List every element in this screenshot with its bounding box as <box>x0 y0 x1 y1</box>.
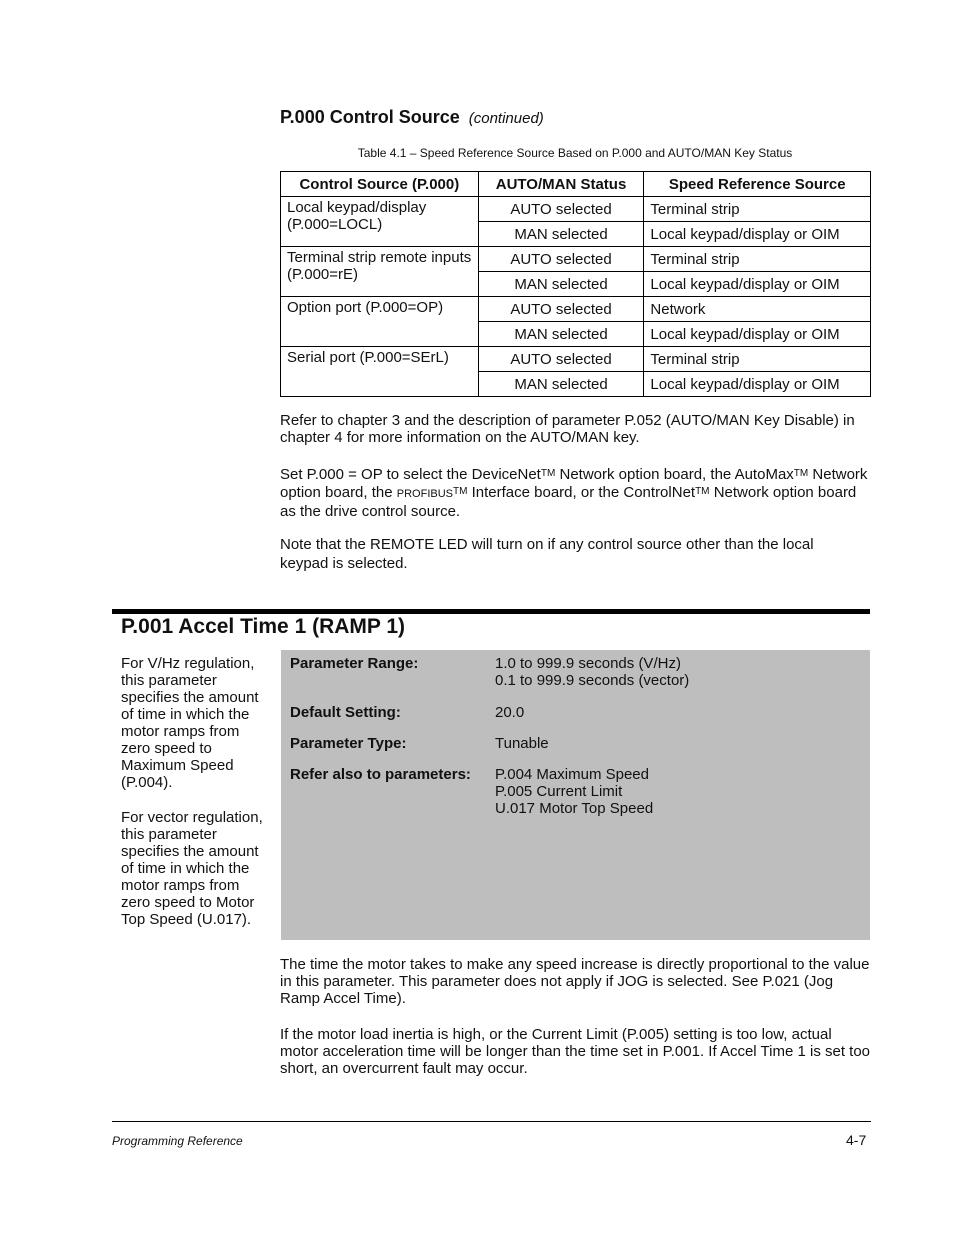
refer-value: U.017 Motor Top Speed <box>495 800 654 817</box>
table-caption: Table 4.1 – Speed Reference Source Based on P.000 and AUTO/MAN Key Status <box>357 146 793 160</box>
p001-sidebar <box>121 655 271 946</box>
status-cell: AUTO selected <box>478 297 644 322</box>
footer-rule <box>112 1121 871 1122</box>
reference-cell: Local keypad/display or OIM <box>644 322 871 347</box>
set-op-text: Interface board, or the ControlNet <box>467 484 696 501</box>
section-heading <box>280 107 544 128</box>
control-source-cell: Local keypad/display (P.000=LOCL) <box>281 197 479 247</box>
page-number: 4-7 <box>846 1132 867 1148</box>
range-value: 1.0 to 999.9 seconds (V/Hz) <box>495 655 681 672</box>
control-source-cell: Terminal strip remote inputs (P.000=rE) <box>281 247 479 297</box>
profibus-text: PROFIBUS <box>396 488 453 500</box>
parameter-type-value: Tunable <box>495 735 549 752</box>
set-op-text: Network option board as the drive control source. <box>280 484 857 520</box>
reference-cell: Local keypad/display or OIM <box>644 222 871 247</box>
table-header: Control Source (P.000) <box>281 172 479 197</box>
default-setting-value: 20.0 <box>495 704 525 721</box>
speed-reference-table <box>280 171 871 397</box>
set-op-text: Network option board, the AutoMax <box>555 466 794 483</box>
trademark-mark: TM <box>453 486 468 497</box>
default-setting-label: Default Setting: <box>290 704 401 721</box>
set-op-paragraph <box>280 465 872 520</box>
range-value: 0.1 to 999.9 seconds (vector) <box>495 672 690 689</box>
refer-also-label: Refer also to parameters: <box>290 766 471 783</box>
status-cell: AUTO selected <box>478 247 644 272</box>
status-cell: MAN selected <box>478 322 644 347</box>
trademark-mark: TM <box>695 486 710 497</box>
status-cell: MAN selected <box>478 272 644 297</box>
refer-value: P.004 Maximum Speed <box>495 766 649 783</box>
reference-cell: Local keypad/display or OIM <box>644 372 871 397</box>
refer-paragraph: Refer to chapter 3 and the description of parameter P.052 (AUTO/MAN Key Disable) in chapter 4 for more information on the AUTO/MAN key. <box>280 412 855 446</box>
status-cell: MAN selected <box>478 222 644 247</box>
table-row <box>281 297 871 322</box>
section-divider <box>112 609 870 614</box>
section-continued: (continued) <box>468 110 544 127</box>
table-header-row <box>281 172 871 197</box>
parameter-type-label: Parameter Type: <box>290 735 407 752</box>
set-op-text: Set P.000 = OP to select the DeviceNet <box>280 466 541 483</box>
footer-title: Programming Reference <box>112 1134 243 1148</box>
parameter-range-value <box>495 655 865 689</box>
table-header: Speed Reference Source <box>644 172 871 197</box>
reference-cell: Network <box>644 297 871 322</box>
parameter-range-label: Parameter Range: <box>290 655 419 672</box>
set-op-text: Network option board, the <box>280 466 868 501</box>
refer-value: P.005 Current Limit <box>495 783 623 800</box>
trademark-mark: TM <box>540 468 556 479</box>
status-cell: AUTO selected <box>478 347 644 372</box>
table-row <box>281 247 871 272</box>
reference-cell: Terminal strip <box>644 197 871 222</box>
body-paragraph: The time the motor takes to make any speed increase is directly proportional to the value in this parameter. This parameter does not apply if JOG is selected. See P.021 (Jog Ramp Accel Time). <box>280 956 870 1007</box>
status-cell: MAN selected <box>478 372 644 397</box>
note-paragraph: Note that the REMOTE LED will turn on if any control source other than the local keypad is selected. <box>280 536 814 572</box>
reference-cell: Local keypad/display or OIM <box>644 272 871 297</box>
control-source-cell: Serial port (P.000=SErL) <box>281 347 479 397</box>
section-title: P.000 Control Source <box>280 107 460 127</box>
p001-title: P.001 Accel Time 1 (RAMP 1) <box>121 615 406 638</box>
body-paragraph: If the motor load inertia is high, or the Current Limit (P.005) setting is too low, actual motor acceleration time will be longer than the time set in P.001. If Accel Time 1 is set too short, an overcurrent fault may occur. <box>280 1026 871 1077</box>
sidebar-paragraph: For V/Hz regulation, this parameter specifies the amount of time in which the motor ramps from zero speed to Maximum Speed (P.004). <box>121 655 259 791</box>
reference-cell: Terminal strip <box>644 247 871 272</box>
refer-also-values <box>495 766 865 817</box>
reference-cell: Terminal strip <box>644 347 871 372</box>
table-row <box>281 197 871 222</box>
sidebar-paragraph: For vector regulation, this parameter specifies the amount of time in which the motor ramps from zero speed to Motor Top Speed (U.017). <box>121 809 263 928</box>
trademark-mark: TM <box>793 468 809 479</box>
status-cell: AUTO selected <box>478 197 644 222</box>
control-source-cell: Option port (P.000=OP) <box>281 297 479 347</box>
table-row <box>281 347 871 372</box>
table-header: AUTO/MAN Status <box>478 172 644 197</box>
